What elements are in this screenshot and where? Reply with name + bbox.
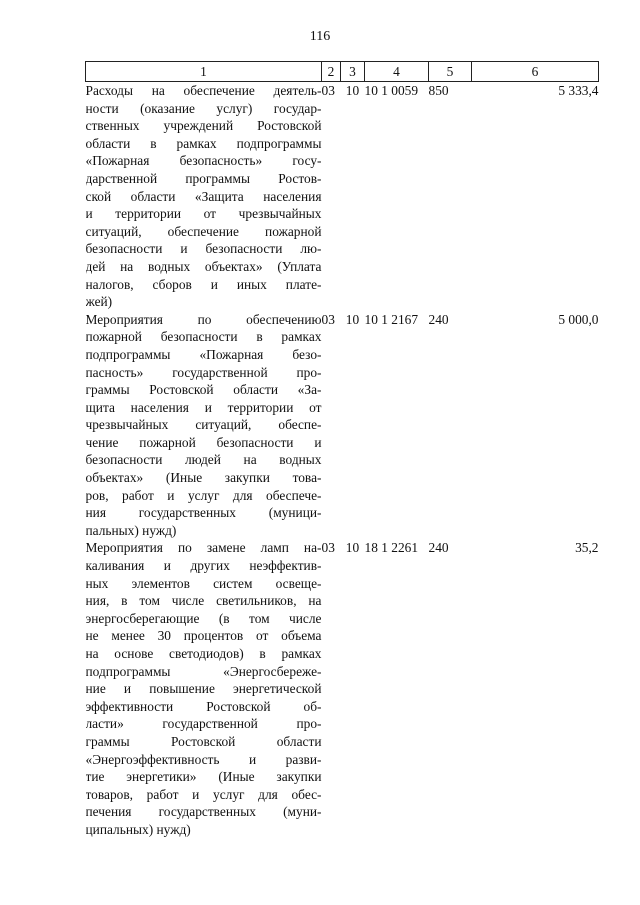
description-line: ципальных) нужд) (85, 821, 191, 837)
description-line: безопасности людей на водных (85, 452, 322, 468)
description-line: Мероприятия по обеспечению (85, 311, 322, 327)
header-cell: 6 (472, 62, 599, 82)
section-code: 03 (321, 540, 335, 556)
description-line: безопасности и безопасности лю- (85, 241, 322, 257)
description-line: энергосберегающие (в том числе (85, 610, 322, 626)
description-line: пальных) нужд) (85, 522, 177, 538)
table-row (86, 311, 599, 540)
header-cell: 5 (429, 62, 472, 82)
header-row (86, 62, 599, 82)
description-line: дей на водных объектах» (Уплата (85, 258, 322, 274)
description-line: объектах» (Иные закупки това- (85, 470, 322, 486)
description-line: граммы Ростовской области «За- (85, 382, 322, 398)
description-line: налогов, сборов и иных плате- (85, 276, 322, 292)
amount-value: 5 333,4 (558, 83, 599, 98)
section-code: 03 (321, 311, 335, 327)
amount-value: 35,2 (575, 540, 599, 556)
description-line: не менее 30 процентов от объема (85, 628, 322, 644)
target-article-code: 18 1 2261 (364, 540, 419, 556)
header-cell: 2 (322, 62, 341, 82)
subsection-code: 10 (345, 540, 360, 556)
target-article-code: 10 1 0059 (364, 83, 419, 98)
row-description (86, 539, 322, 838)
description-line: ных элементов систем освеще- (85, 575, 322, 591)
row-description (86, 82, 322, 311)
description-line: дарственной программы Ростов- (85, 170, 322, 186)
description-line: пожарной безопасности в рамках (85, 329, 322, 345)
description-line: эффективности Ростовской об- (85, 698, 322, 714)
description-line: подпрограммы «Пожарная безо- (85, 346, 322, 362)
description-line: «Энергоэффективность и разви- (85, 751, 322, 767)
expense-type-code: 240 (428, 311, 449, 327)
expense-type-code: 850 (428, 83, 449, 98)
budget-table (85, 61, 599, 839)
description-line: ласти» государственной про- (85, 716, 322, 732)
page-number: 116 (309, 29, 331, 44)
description-line: «Пожарная безопасность» госу- (85, 153, 322, 169)
section-code: 03 (321, 83, 335, 98)
description-line: щита населения и территории от (85, 399, 322, 415)
table-row (86, 82, 599, 311)
description-line: и территории от чрезвычайных (85, 206, 322, 222)
row-description (86, 311, 322, 540)
description-line: ской области «Защита населения (85, 188, 322, 204)
description-line: товаров, работ и услуг для обес- (85, 786, 322, 802)
description-line: ния, в том числе светильников, на (85, 593, 322, 609)
expense-type-code: 240 (428, 540, 449, 556)
description-line: каливания и других неэффектив- (85, 558, 322, 574)
amount-value: 5 000,0 (558, 311, 599, 327)
description-line: пасность» государственной про- (85, 364, 322, 380)
description-line: ситуаций, обеспечение пожарной (85, 223, 322, 239)
description-line: тие энергетики» (Иные закупки (85, 769, 322, 785)
description-line: граммы Ростовской области (85, 733, 322, 749)
subsection-code: 10 (345, 311, 360, 327)
description-line: Мероприятия по замене ламп на- (85, 540, 322, 556)
description-line: на основе светодиодов) в рамках (85, 646, 322, 661)
target-article-code: 10 1 2167 (364, 311, 419, 327)
description-line: Расходы на обеспечение деятель- (85, 83, 322, 98)
subsection-code: 10 (345, 83, 360, 98)
description-line: ности (оказание услуг) государ- (85, 100, 322, 116)
description-line: ния государственных (муници- (85, 505, 322, 521)
description-line: чение пожарной безопасности и (85, 434, 322, 450)
description-line: ров, работ и услуг для обеспече- (85, 487, 322, 503)
description-line: ние и повышение энергетической (85, 681, 322, 697)
header-cell: 3 (341, 62, 365, 82)
header-cell: 1 (86, 62, 322, 82)
description-line: печения государственных (муни- (85, 804, 322, 820)
description-line: чрезвычайных ситуаций, обеспе- (85, 417, 322, 433)
table-row (86, 539, 599, 838)
header-cell: 4 (365, 62, 429, 82)
description-line: ственных учреждений Ростовской (85, 118, 322, 134)
description-line: жей) (85, 294, 113, 310)
description-line: подпрограммы «Энергосбереже- (85, 663, 322, 679)
description-line: области в рамках подпрограммы (85, 135, 322, 151)
